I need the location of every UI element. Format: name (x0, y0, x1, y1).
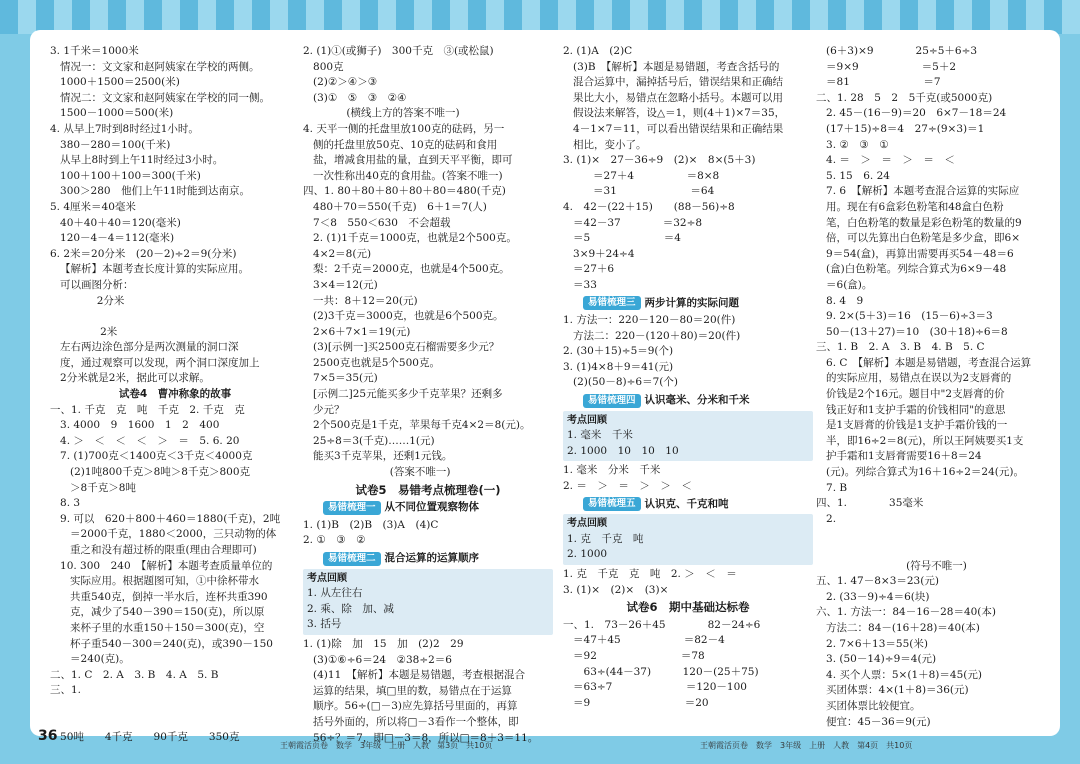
answer-line: 2. (1)1千克＝1000克，也就是2个500克。 (303, 232, 517, 245)
answer-line: 2. ＝ ＞ ＝ ＞ ＞ ＜ (563, 480, 692, 493)
answer-line: 2. 乘、除 加、减 (307, 602, 394, 615)
answer-line: 3. (1)× 27－36÷9 (2)× 8×(5＋3) (563, 154, 756, 167)
answer-line: 7. (1)700克＜1400克＜3千克＜4000克 (50, 450, 253, 463)
answer-line (816, 527, 1066, 543)
answer-line: 8. 3 (50, 497, 81, 510)
answer-line: 480＋70＝550(千克) 6＋1＝7(人) (303, 200, 487, 213)
answer-line: 从早上8时到上午11时经过3小时。 (50, 154, 224, 167)
review-heading: 考点回顾 (307, 572, 347, 584)
answer-line: (2)②＞④＞③ (303, 76, 378, 89)
answer-line: 四、1. 80＋80＋80＋80＋80＝480(千克) (303, 185, 506, 198)
answer-line: 克，减少了540－390＝150(克)，所以原 (50, 606, 265, 619)
answer-line: 六、1. 方法一：84－16－28＝40(本) (816, 606, 996, 619)
answer-line: 800克 (303, 60, 344, 73)
answer-line: 4×2＝8(元) (303, 247, 372, 260)
answer-line: (3)[示例一]买2500克石榴需要多少元？ (303, 341, 500, 354)
answer-line: 2米 (50, 325, 118, 338)
answer-line: 2. (1)A (2)C (563, 45, 633, 57)
answer-line: ＝31 ＝64 (563, 185, 715, 198)
answer-line: (符号不唯一) (816, 559, 967, 572)
answer-line: 3. (50－14)÷9＝4(元) (816, 653, 937, 666)
answer-line: 2. (816, 512, 837, 525)
answer-line: 用。现在有6盒彩色粉笔和48盒白色粉 (816, 200, 1004, 213)
test5-title: 试卷5 易错考点梳理卷(一) (355, 482, 501, 497)
answer-line: 混合运算中，漏掉括号后，错误结果和正确结 (563, 76, 784, 89)
section-tag: 易错梳理三 (583, 296, 641, 310)
section-header (583, 497, 813, 513)
answer-line: (答案不唯一) (303, 466, 451, 479)
answer-line: 1. (1)B (2)B (3)A (4)C (303, 518, 439, 531)
answer-line: 56÷？＝7，即□－3＝8，所以□＝8＋3＝11。 (303, 731, 539, 744)
section-tag: 易错梳理五 (583, 497, 641, 511)
answer-line: 1. 方法一：220－120－80＝20(件) (563, 314, 736, 327)
answer-line: 2. (1)①(或狮子) 300千克 ③(或松鼠) (303, 45, 494, 57)
answer-line: 6. C 【解析】本题是易错题，考查混合运算 (816, 356, 1032, 369)
answer-line: 笔，白色粉笔的数量是彩色粉笔的数量的9 (816, 216, 1022, 229)
answer-line: 63÷(44－37) 120－(25＋75) (563, 665, 759, 678)
answer-line: 【解析】本题考查长度计算的实际应用。 (50, 263, 250, 276)
section-header (583, 393, 813, 409)
answer-line (50, 715, 300, 731)
answer-line: 一共：8＋12＝20(元) (303, 294, 418, 307)
answer-column-3 (563, 44, 813, 711)
test6-title: 试卷6 期中基础达标卷 (626, 600, 750, 615)
answer-line (816, 543, 1066, 559)
answer-line: 3. ② ③ ① (816, 138, 889, 151)
page-number: 36 (38, 728, 58, 744)
answer-line: 3. 1千米＝1000米 (50, 45, 139, 57)
answer-line: 4. 从早上7时到8时经过1小时。 (50, 122, 199, 135)
answer-line: 一、1. 73－26＋45 82－24÷6 (563, 618, 761, 631)
answer-line: (17＋15)÷8＝4 27÷(9×3)＝1 (816, 122, 985, 135)
answer-line: 方法二：84－(16＋28)＝40(本) (816, 621, 980, 634)
answer-line: (元)。列综合算式为16＋16÷2＝24(元)。 (816, 466, 1024, 479)
answer-line: 半，即16÷2＝8(元)，所以王阿姨要买1支 (816, 434, 1024, 447)
answer-line: 3×4＝12(元) (303, 278, 378, 291)
answer-line: 2. ① ③ ② (303, 534, 366, 547)
answer-line: ＝5 ＝4 (563, 232, 681, 245)
answer-line: 四、1. 35毫米 (816, 497, 924, 510)
answer-line: 三、1. B 2. A 3. B 4. B 5. C (816, 341, 985, 354)
review-heading: 考点回顾 (567, 414, 607, 426)
answer-line: 运算的结果，填□里的数，易错点在于运算 (303, 684, 512, 697)
answer-line: ＝240(克)。 (50, 653, 130, 666)
answer-line: 能买3千克苹果，还剩1元钱。 (303, 450, 453, 463)
answer-line: 三、1. (50, 684, 82, 697)
section-tag: 易错梳理一 (323, 501, 381, 515)
answer-line: 2×6＋7×1＝19(元) (303, 325, 411, 338)
answer-line: 380－280＝100(千米) (50, 138, 171, 151)
answer-line: ＝92 ＝78 (563, 649, 705, 662)
answer-line: 5. 15 6. 24 (816, 169, 890, 182)
answer-line: 7＜8 550＜630 不会超载 (303, 216, 451, 229)
answer-line: 8. 4 9 (816, 294, 864, 307)
answer-line: 果比大小，易错点在忽略小括号。本题可以用 (563, 91, 784, 104)
answer-line: 2. (30＋15)÷5＝9(个) (563, 345, 674, 358)
answer-line: 左右两边涂色部分是两次测量的洞口深 (50, 341, 239, 354)
answer-line: ＝63÷7 ＝120－100 (563, 681, 747, 694)
answer-line: 倍，可以先算出白色粉笔是多少盒，即6× (816, 232, 1020, 245)
section-title: 混合运算的运算顺序 (384, 552, 480, 564)
answer-line: 3. 括号 (307, 618, 342, 631)
answer-line: 情况二：文文家和赵阿姨家在学校的同一侧。 (50, 91, 271, 104)
answer-line: 2. 45－(16－9)＝20 6×7－18＝24 (816, 107, 1007, 120)
answer-line: 5. 4厘米＝40毫米 (50, 200, 136, 213)
review-heading: 考点回顾 (567, 518, 607, 530)
answer-line: 4. ＝ ＞ ＝ ＞ ＝ ＜ (816, 154, 955, 167)
answer-column-1 (50, 44, 300, 746)
answer-line: 价钱是2个16元。题目中"2支唇膏的价 (816, 388, 1005, 401)
answer-line: [示例二]25元能买多少千克苹果？还剩多 (303, 388, 503, 401)
answer-line: 4. 42－(22＋15) (88－56)÷8 (563, 200, 735, 213)
answer-line: (盒)白色粉笔。列综合算式为6×9－48 (816, 263, 1007, 276)
answer-line: 1000＋1500＝2500(米) (50, 76, 180, 89)
answer-line: ＝27＋4 ＝8×8 (563, 169, 720, 182)
answer-line: (4)11 【解析】本题是易错题，考查根据混合 (303, 669, 525, 682)
answer-line: 120－4－4＝112(毫米) (50, 232, 175, 245)
answer-line: 10. 300 240 【解析】本题考查质量单位的 (50, 559, 273, 572)
wave-border (0, 0, 1080, 34)
footer-left: 王朝霞活页卷 数学 3年级 上册 人教 第3页 共10页 (280, 741, 493, 750)
answer-line: 一次性称出40克的食用盐。(答案不唯一) (303, 169, 503, 182)
answer-line: 2. 7×6＋13＝55(米) (816, 637, 928, 650)
answer-line: 实际应用。根据题图可知，①中徐杯带水 (50, 575, 260, 588)
review-box (563, 514, 813, 565)
answer-line: ＞8千克＞8吨 (50, 481, 136, 494)
answer-line: 方法二：220－(120＋80)＝20(件) (563, 329, 741, 342)
footer-right: 王朝霞活页卷 数学 3年级 上册 人教 第4页 共10页 (700, 741, 913, 750)
answer-line: (横线上方的答案不唯一) (303, 107, 460, 120)
answer-line: 6. 2米＝20分米 (20－2)÷2＝9(分米) (50, 247, 237, 260)
answer-line: ＝47＋45 ＝82－4 (563, 634, 725, 647)
answer-line: ＝9×9 ＝5＋2 (816, 60, 957, 73)
answer-line: 顺序。56÷(□－3)应先算括号里面的，再算 (303, 700, 518, 713)
answer-line: 7. B (816, 481, 848, 494)
section-title: 从不同位置观察物体 (384, 501, 480, 514)
answer-line: 五、1. 47－8×3＝23(元) (816, 575, 939, 588)
answer-line: ＝42－37 ＝32÷8 (563, 216, 703, 229)
answer-line: ＝2000千克，1880＜2000，三只动物的体 (50, 528, 277, 541)
answer-line: 1. 从左往右 (307, 587, 363, 600)
answer-line: 100＋100＋100＝300(千米) (50, 169, 201, 182)
answer-line: 钱正好和1支护手霜的价钱相同"的意思 (816, 403, 1006, 416)
answer-line: ＝81 ＝7 (816, 76, 941, 89)
answer-line: 1. 毫米 分米 千米 (563, 464, 661, 477)
answer-line: 重之和没有超过桥的限重(理由合理即可) (50, 544, 257, 556)
answer-line: 2. (33－9)÷4＝6(块) (816, 590, 930, 603)
answer-line: 二、1. 28 5 2 5千克(或5000克) (816, 91, 993, 104)
answer-line: 二、1. C 2. A 3. B 4. A 5. B (50, 668, 219, 681)
answer-line: 2. 1000 (567, 548, 608, 561)
answer-line: ＝27＋6 (563, 263, 615, 276)
answer-line: 3. (1)× (2)× (3)× (563, 583, 669, 596)
answer-line: 的实际应用，易错点在误以为2支唇膏的 (816, 372, 1012, 385)
answer-line: (3)① ⑤ ③ ②④ (303, 91, 407, 104)
answer-line (50, 699, 300, 715)
answer-line: 4. ＞ ＜ ＜ ＜ ＞ ＝ 5. 6. 20 (50, 434, 240, 447)
answer-line: 试卷4 曹冲称象的故事 (118, 388, 232, 401)
answer-line: 可以画图分析： (50, 278, 134, 291)
answer-line: 7. 6 【解析】本题考查混合运算的实际应 (816, 185, 1020, 198)
answer-line: 2分米 (50, 294, 125, 307)
answer-line: 侧的托盘里放50克、10克的砝码和食用 (303, 138, 498, 151)
answer-line: (3)B 【解析】本题是易错题，考查含括号的 (563, 60, 780, 73)
answer-line: 1. 毫米 千米 (567, 429, 633, 442)
answer-line (50, 309, 300, 325)
answer-line: 50－(13＋27)＝10 (30＋18)÷6＝8 (816, 325, 1008, 338)
section-header (583, 296, 813, 312)
answer-line: 梨：2千克＝2000克，也就是4个500克。 (303, 263, 510, 276)
section-header (323, 551, 553, 567)
review-box (303, 569, 553, 635)
answer-line: 一、1. 千克 克 吨 千克 2. 千克 克 (50, 403, 245, 416)
answer-line: 相比，变小了。 (563, 138, 647, 151)
answer-line: 4. 买个人票：5×(1＋8)＝45(元) (816, 668, 982, 681)
answer-line: 是1支唇膏的价钱是1支护手霜价钱的一 (816, 419, 1008, 432)
answer-line: 9. 2×(5＋3)＝16 (15－6)÷3＝3 (816, 310, 993, 323)
section-title: 认识毫米、分米和千米 (644, 394, 750, 407)
answer-line: ＝6(盒)。 (816, 278, 873, 291)
answer-line: 4－1×7＝11，可以看出错误结果和正确结果 (563, 122, 784, 135)
answer-line: 来杯子里的水重150＋150＝300(克)，空 (50, 621, 265, 634)
answer-line: 买团体票：4×(1＋8)＝36(元) (816, 684, 969, 697)
answer-line: 2分米就是2米，据此可以求解。 (50, 372, 210, 385)
answer-line: 9. 可以 620＋800＋460＝1880(千克)，2吨 (50, 512, 281, 525)
answer-line: 括号外面的，所以将□－3看作一个整体，即 (303, 715, 519, 728)
answer-line: (2)1吨800千克＞8吨＞8千克＞800克 (50, 466, 251, 479)
answer-line: 4. 天平一侧的托盘里放100克的砝码，另一 (303, 122, 505, 135)
answer-line: 7×5＝35(元) (303, 372, 378, 385)
answer-line: (2)3千克＝3000克，也就是6个500克。 (303, 310, 504, 323)
answer-line: 3×9＋24÷4 (563, 247, 635, 260)
answer-line: 25÷8＝3(千克)……1(元) (303, 434, 435, 447)
answer-line: 1. 克 千克 吨 (567, 532, 644, 545)
section-tag: 易错梳理四 (583, 394, 641, 408)
answer-line: 护手霜和1支唇膏需要16＋8＝24 (816, 450, 982, 463)
answer-line: 2. 1000 10 10 10 (567, 444, 679, 457)
answer-line: 3. (1)4×8＋9＝41(元) (563, 360, 674, 373)
answer-line: 2500克也就是5个500克。 (303, 356, 440, 369)
answer-line: 1. (1)除 加 15 加 (2)2 29 (303, 637, 464, 650)
answer-line: ＝9 ＝20 (563, 696, 709, 709)
answer-line: 杯子重540－300＝240(克)，或390－150 (50, 637, 273, 650)
answer-line: 少元？ (303, 403, 345, 416)
answer-line: 9＝54(盒)，再算出需要再买54－48＝6 (816, 247, 1014, 260)
answer-line: (6＋3)×9 25÷5＋6÷3 (816, 45, 978, 57)
answer-line: ＝33 (563, 278, 597, 291)
answer-line: 共重540克，倒掉一半水后，连杯共重390 (50, 590, 268, 603)
answer-line: 300＞280 他们上午11时能到达南京。 (50, 185, 250, 198)
answer-line: 40＋40＋40＝120(毫米) (50, 216, 181, 229)
answer-line: 假设法来解答，设△＝1，则(4＋1)×7＝35， (563, 107, 786, 120)
answer-column-2 (303, 44, 553, 746)
section-header (323, 500, 553, 516)
section-tag: 易错梳理二 (323, 552, 381, 566)
answer-column-4 (816, 44, 1066, 730)
answer-line: 1500－1000＝500(米) (50, 107, 174, 120)
answer-line: (3)①⑥÷6＝24 ②38÷2＝6 (303, 653, 452, 666)
answer-line: (2)(50－8)÷6＝7(个) (563, 376, 678, 389)
answer-line: 1. 克 千克 克 吨 2. ＞ ＜ ＝ (563, 568, 737, 580)
answer-line: 情况一：文文家和赵阿姨家在学校的两侧。 (50, 60, 260, 73)
answer-line: 2个500克是1千克，苹果每千克4×2＝8(元)。 (303, 419, 531, 432)
answer-line: 买团体票比较便宜。 (816, 699, 921, 712)
answer-line: 50吨 4千克 90千克 350克 (50, 731, 240, 744)
section-title: 两步计算的实际问题 (644, 296, 740, 309)
answer-line: 盐，增减食用盐的量，直到天平平衡，即可 (303, 154, 513, 167)
answer-line: 度，通过观察可以发现，两个洞口深度加上 (50, 356, 260, 369)
review-box (563, 411, 813, 462)
section-title: 认识克、千克和吨 (644, 497, 729, 510)
answer-line: 便宜：45－36＝9(元) (816, 715, 931, 728)
answer-line: 3. 4000 9 1600 1 2 400 (50, 419, 220, 432)
